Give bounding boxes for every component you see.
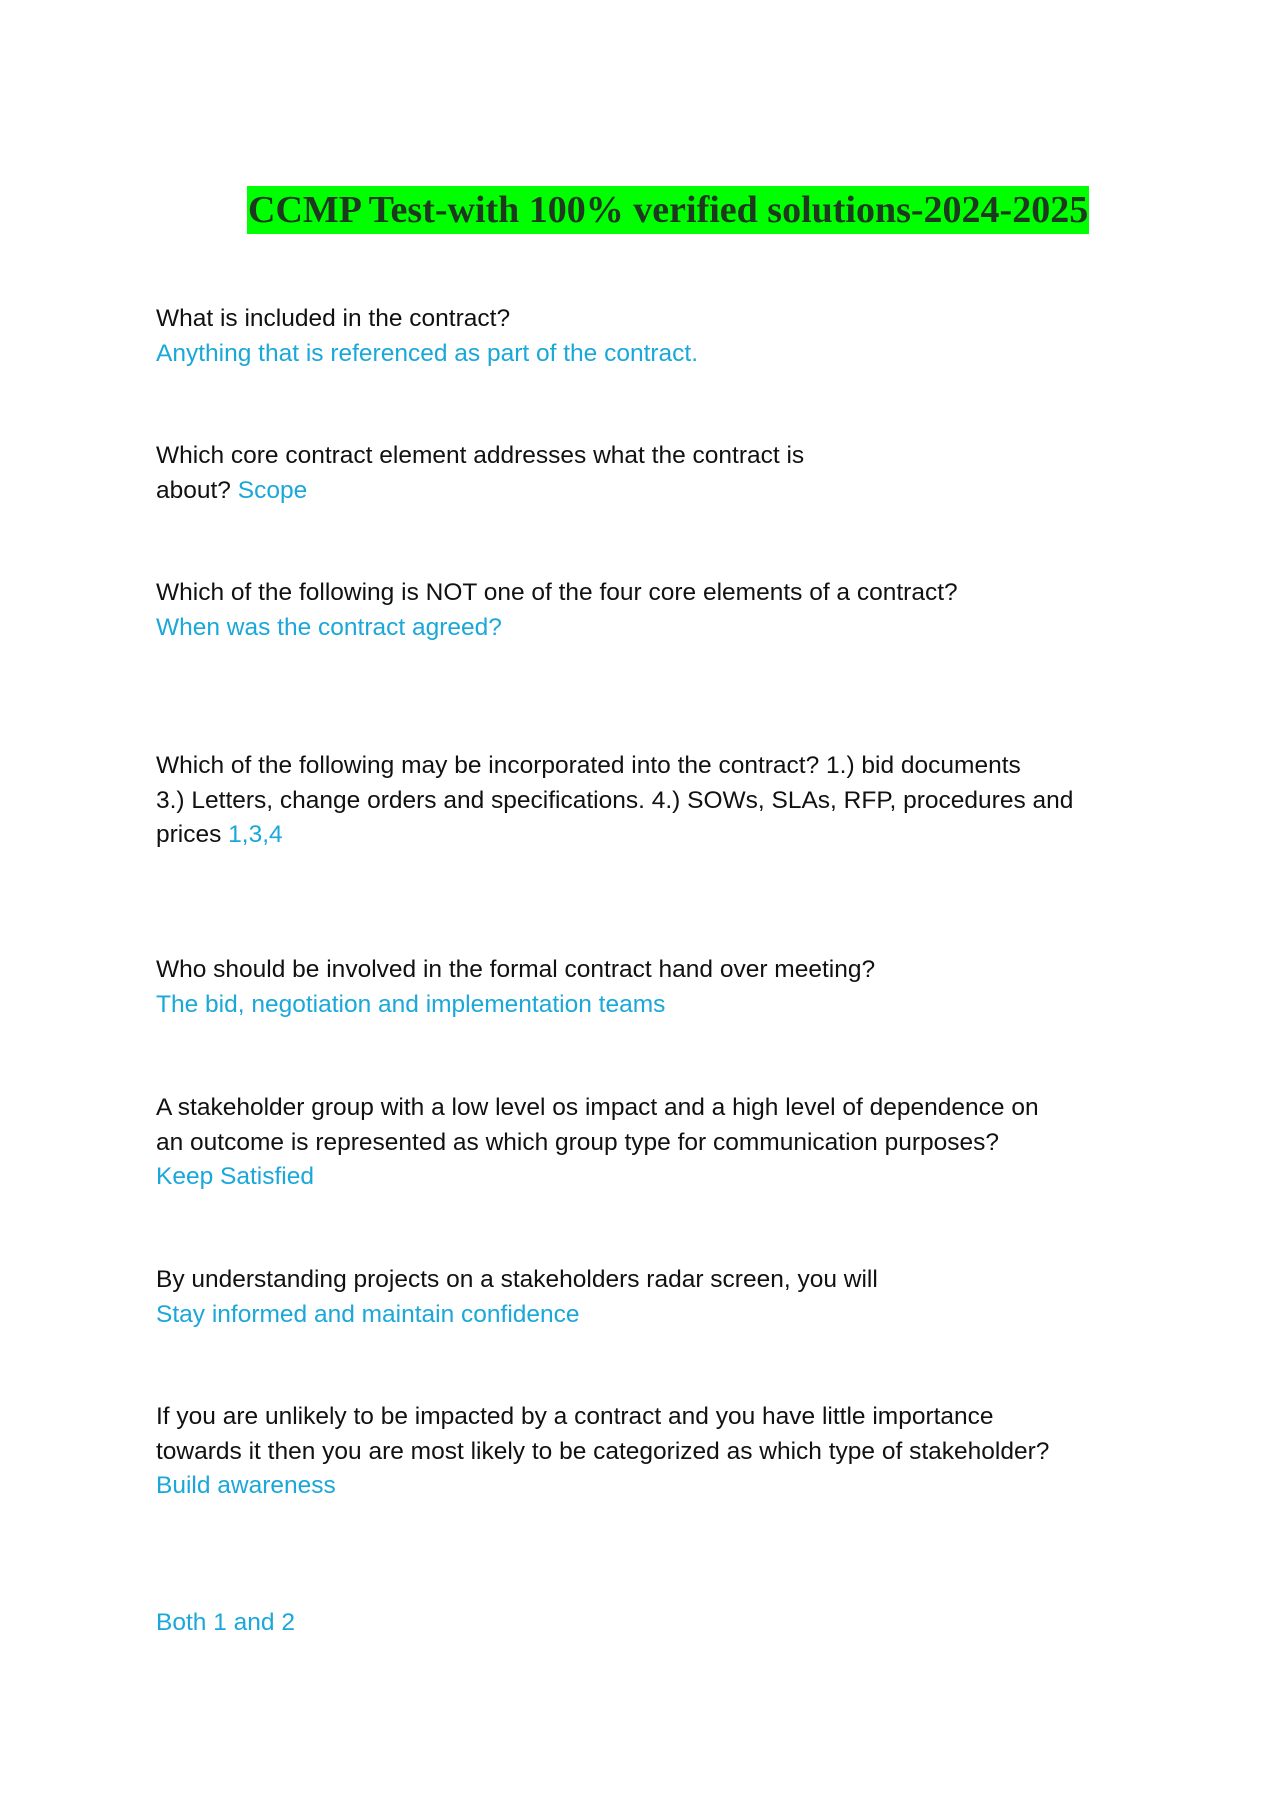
- question-text: prices: [156, 821, 222, 848]
- question-text: Which of the following is NOT one of the four core elements of a contract?: [156, 579, 958, 606]
- question-text: towards it then you are most likely to be categorized as which type of stakeholder?: [156, 1437, 1050, 1465]
- title-block: [247, 186, 1135, 234]
- answer-text: Anything that is referenced as part of the contract.: [156, 339, 699, 367]
- answer-text: The bid, negotiation and implementation teams: [156, 990, 666, 1018]
- qa-item: [156, 749, 1118, 853]
- qa-item: [156, 1263, 1118, 1332]
- qa-item: [156, 439, 1118, 508]
- answer-text: When was the contract agreed?: [156, 613, 502, 641]
- question-text: If you are unlikely to be impacted by a contract and you have little importance: [156, 1403, 994, 1430]
- qa-item: [156, 576, 1118, 645]
- document-title: CCMP Test-with 100% verified solutions-2024-2025: [247, 186, 1089, 234]
- answer-text: Build awareness: [156, 1472, 336, 1499]
- question-text: about?: [156, 476, 231, 504]
- answer-text: Keep Satisfied: [156, 1163, 314, 1190]
- question-text: Who should be involved in the formal contract hand over meeting?: [156, 956, 876, 983]
- question-text: Which core contract element addresses what the contract is: [156, 442, 805, 469]
- answer-text: 1,3,4: [228, 821, 283, 848]
- answer-text: Scope: [237, 476, 308, 504]
- qa-item: [156, 302, 1118, 371]
- qa-item: [156, 1400, 1118, 1504]
- answer-text: Stay informed and maintain confidence: [156, 1300, 580, 1328]
- answer-text: Both 1 and 2: [156, 1609, 295, 1636]
- question-text: What is included in the contract?: [156, 305, 511, 332]
- question-text: 3.) Letters, change orders and specifications. 4.) SOWs, SLAs, RFP, procedures and: [156, 786, 1074, 814]
- qa-item: [156, 1606, 1118, 1641]
- qa-item: [156, 1091, 1118, 1195]
- question-text: an outcome is represented as which group type for communication purposes?: [156, 1128, 999, 1156]
- question-text: A stakeholder group with a low level os impact and a high level of dependence on: [156, 1094, 1039, 1121]
- qa-item: [156, 953, 1118, 1022]
- question-text: Which of the following may be incorporated into the contract? 1.) bid documents: [156, 752, 1021, 779]
- question-text: By understanding projects on a stakeholders radar screen, you will: [156, 1266, 878, 1293]
